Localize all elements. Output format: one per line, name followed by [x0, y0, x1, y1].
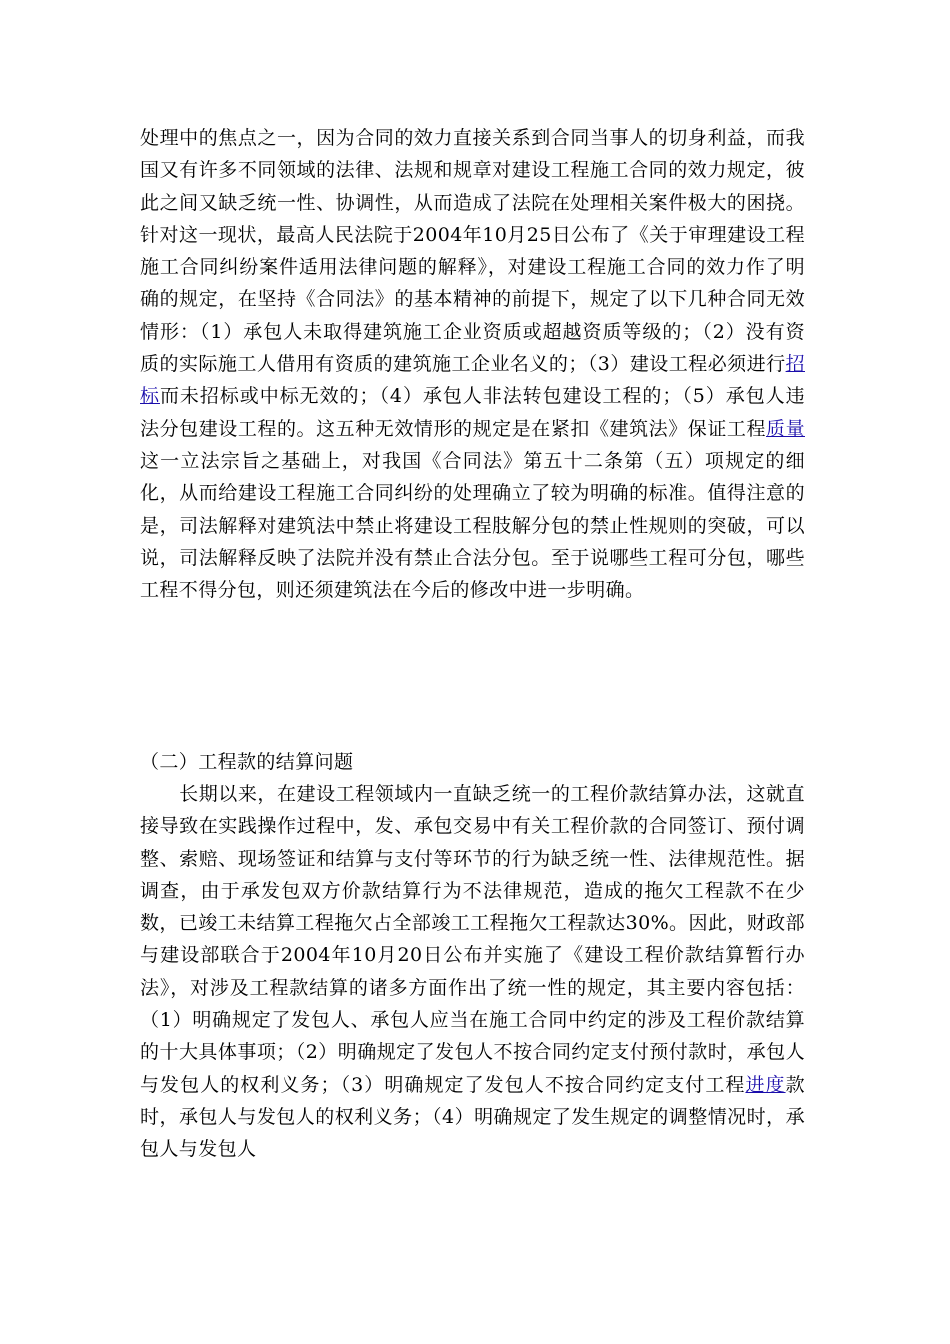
paragraph-settlement	[140, 778, 805, 1166]
link-progress[interactable]: 进度	[745, 1073, 786, 1096]
paragraph-text: 处理中的焦点之一，因为合同的效力直接关系到合同当事人的切身利益，而我国又有许多不同领域的法律、法规和规章对建设工程施工合同的效力规定，彼此之间又缺乏统一性、协调性，从而造成了法院在处理相关案件极大的困挠。针对这一现状，最高人民法院于2004年10月25日公布了《关于审理建设工程施工合同纠纷案件适用法律问题的解释》，对建设工程施工合同的效力作了明确的规定，在坚持《合同法》的基本精神的前提下，规定了以下几种合同无效情形：（1）承包人未取得建筑施工企业资质或超越资质等级的；（2）没有资质的实际施工人借用有资质的建筑施工企业名义的；（3）建设工程必须进行	[140, 127, 805, 376]
link-quality[interactable]: 质量	[766, 417, 805, 440]
paragraph-text: 款时，承包人与发包人的权利义务；（4）明确规定了发生规定的调整情况时，承包人与发包人	[140, 1073, 805, 1161]
paragraph-text: 而未招标或中标无效的；（4）承包人非法转包建设工程的；（5）承包人违法分包建设工程的。这五种无效情形的规定是在紧扣《建筑法》保证工程	[140, 385, 806, 440]
link-bidding[interactable]: 招标	[140, 353, 805, 408]
section-heading-settlement: （二）工程款的结算问题	[140, 751, 354, 773]
paragraph-text: 长期以来，在建设工程领域内一直缺乏统一的工程价款结算办法，这就直接导致在实践操作过程中，发、承包交易中有关工程价款的合同签订、预付调整、索赔、现场签证和结算与支付等环节的行为缺乏统一性、法律规范性。据调查，由于承发包双方价款结算行为不法律规范，造成的拖欠工程款不在少数，已竣工未结算工程拖欠占全部竣工工程拖欠工程款达30%。因此，财政部与建设部联合于2004年10月20日公布并实施了《建设工程价款结算暂行办法》，对涉及工程款结算的诸多方面作出了统一性的规定，其主要内容包括：（1）明确规定了发包人、承包人应当在施工合同中约定的涉及工程价款结算的十大具体事项；（2）明确规定了发包人不按合同约定支付预付款时，承包人与发包人的权利义务；（3）明确规定了发包人不按合同约定支付工程	[140, 783, 805, 1096]
paragraph-contract-validity	[140, 122, 805, 606]
paragraph-text: 这一立法宗旨之基础上，对我国《合同法》第五十二条第（五）项规定的细化，从而给建设工程施工合同纠纷的处理确立了较为明确的标准。值得注意的是，司法解释对建筑法中禁止将建设工程肢解分包的禁止性规则的突破，可以说，司法解释反映了法院并没有禁止合法分包。至于说哪些工程可分包，哪些工程不得分包，则还须建筑法在今后的修改中进一步明确。	[140, 449, 805, 602]
